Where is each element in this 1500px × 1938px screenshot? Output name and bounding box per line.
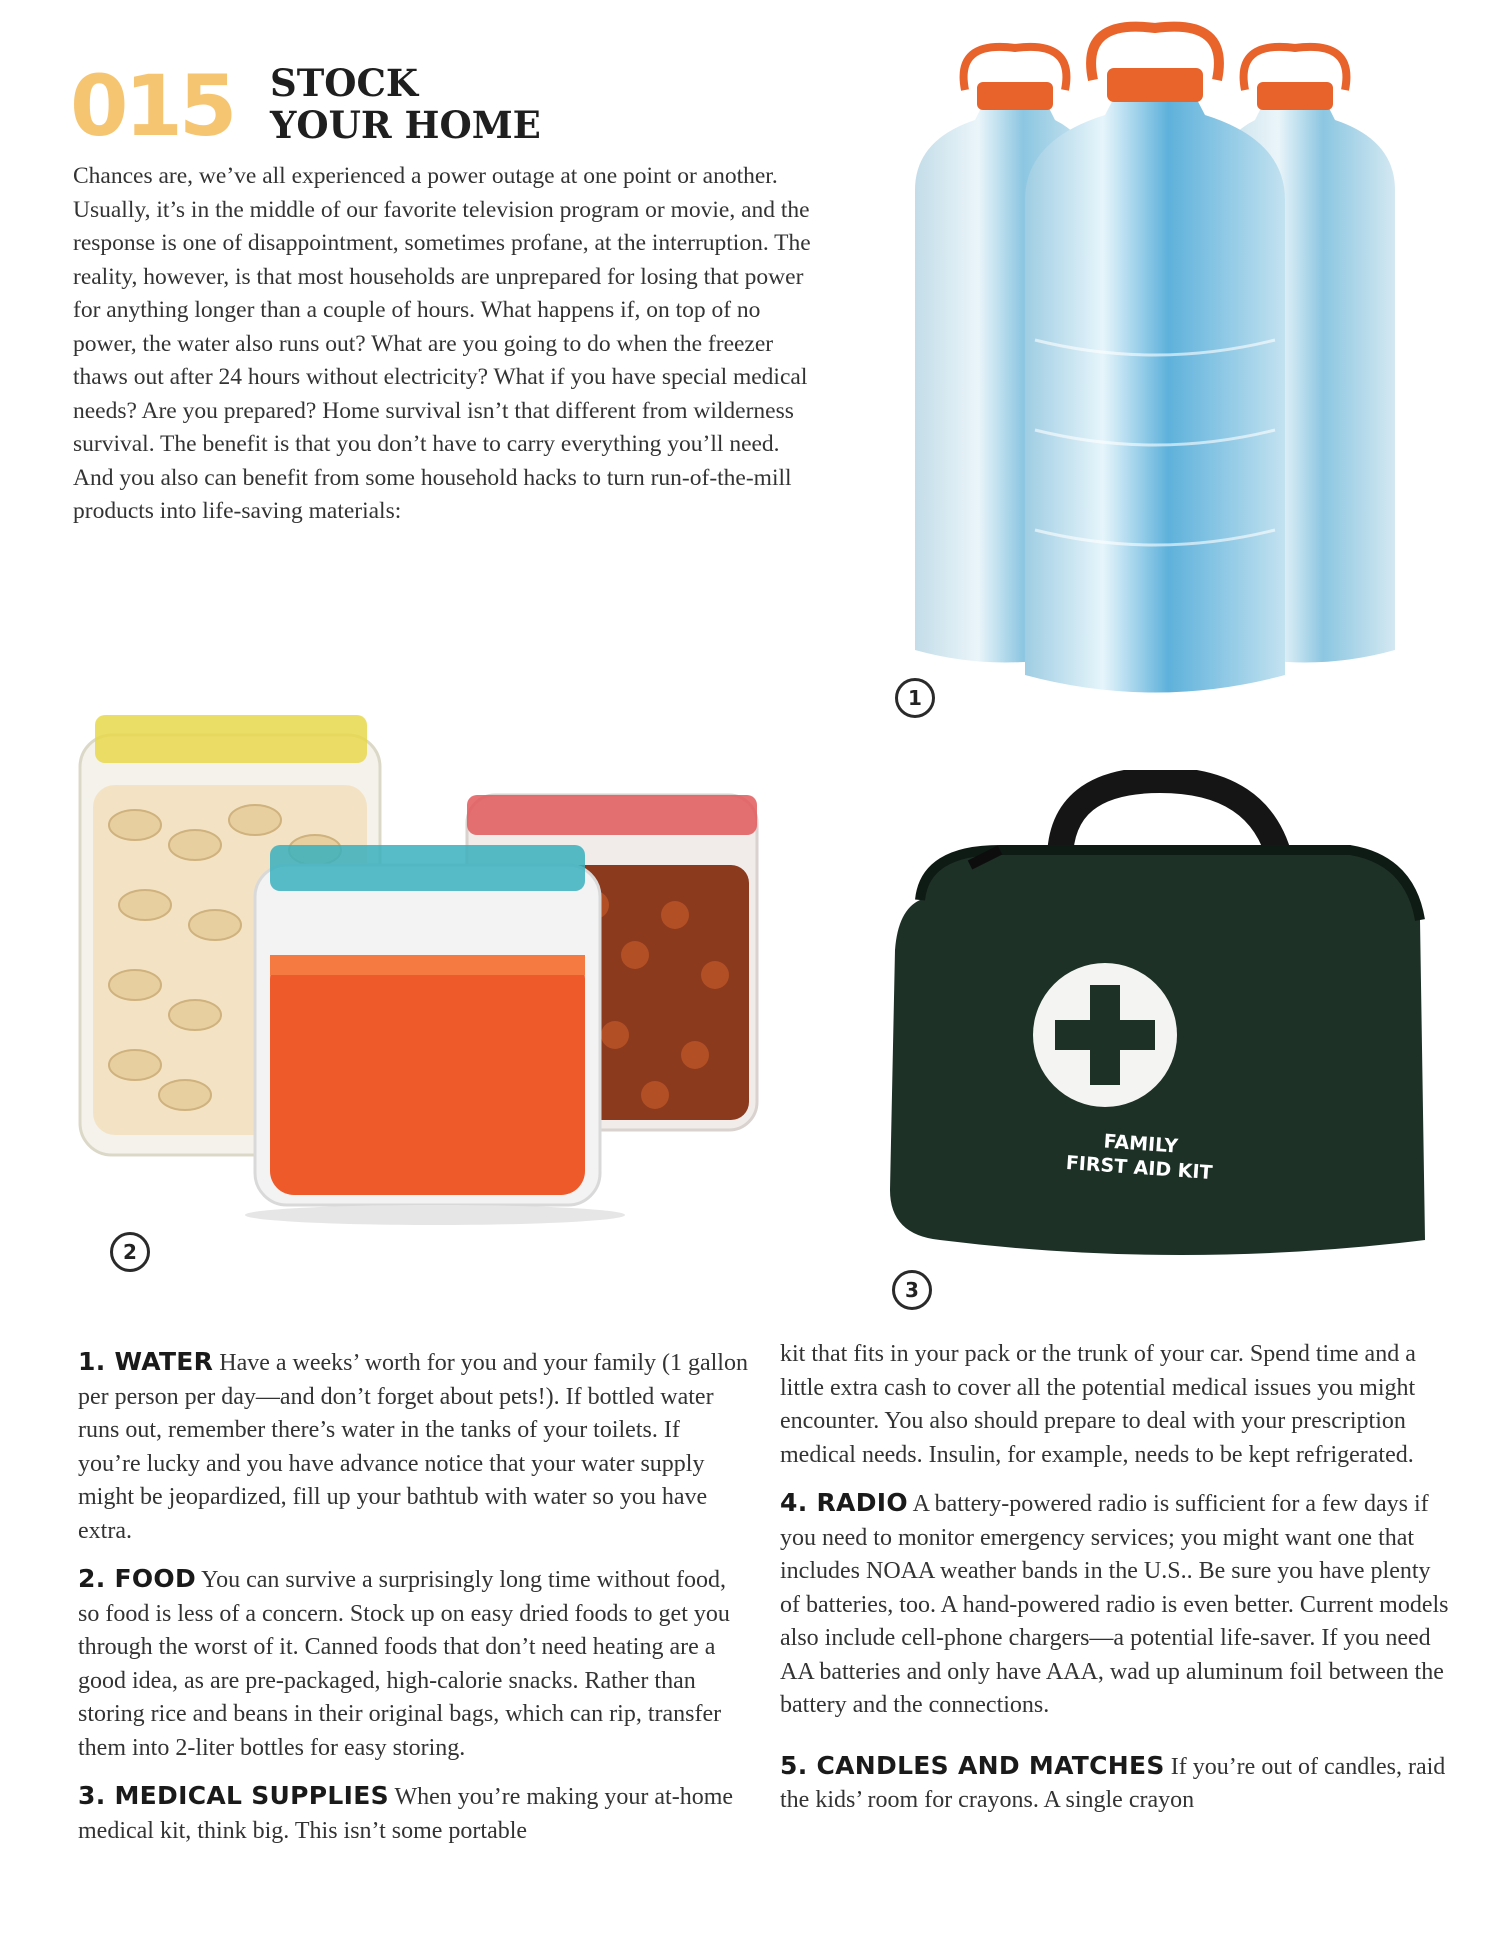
item-text: A battery-powered radio is sufficient for a few days if you need to monitor emergency services; you might want one that includes NOAA weather bands in the U.S.. Be sure you have plenty of batteries, too. A hand-powered radio is even better. Current models also include cell-phone chargers—a potential life-saver. If you need AA batteries and only have AAA, wad up aluminum foil between the battery and the connections. xyxy=(780,1491,1449,1718)
item-text: You can survive a surprisingly long time without food, so food is less of a concern. Stock up on easy dried foods to get you through the worst of it. Canned foods that don’t need heating are a good idea, as are pre-packaged, high-calorie snacks. Rather than storing rice and beans in their original bags, which can rip, transfer them into 2-liter bottles for easy storing. xyxy=(78,1567,730,1761)
item-heading: 2. FOOD xyxy=(78,1564,197,1593)
photo-number-badge: 3 xyxy=(892,1270,932,1310)
item-radio xyxy=(780,1486,1450,1723)
item-heading: 5. CANDLES AND MATCHES xyxy=(780,1750,1165,1780)
item-candles xyxy=(780,1749,1450,1818)
item-medical xyxy=(78,1779,748,1848)
first-aid-kit-photo xyxy=(880,770,1435,1310)
item-heading: 3. MEDICAL SUPPLIES xyxy=(78,1781,389,1810)
photo-number-badge: 1 xyxy=(895,678,935,718)
left-column xyxy=(78,1345,748,1862)
right-column xyxy=(780,1338,1450,1832)
food-jars-photo xyxy=(75,715,795,1275)
item-heading: 4. RADIO xyxy=(780,1488,908,1517)
section-number: 015 xyxy=(70,57,234,155)
intro-paragraph: Chances are, we’ve all experienced a power outage at one point or another. Usually, it’s in the middle of our favorite television program or movie, and the response is one of disappointment, sometimes profane, at the interruption. The reality, however, is that most households are unprepared for losing that power for anything longer than a couple of hours. What happens if, on top of no power, the water also runs out? What are you going to do when the freezer thaws out after 24 hours without electricity? What if you have special medical needs? Are you prepared? Home survival isn’t that different from wilderness survival. The benefit is that you don’t have to carry everything you’ll need. And you also can benefit from some household hacks to turn run-of-the-mill products into life-saving materials: xyxy=(73,163,811,524)
item-text: If you’re out of candles, raid the kids’ room for crayons. A single crayon xyxy=(780,1753,1446,1813)
section-header xyxy=(70,57,790,155)
water-bottles-photo xyxy=(895,10,1415,715)
item-food xyxy=(78,1562,748,1765)
kit-label-line-1: FAMILY xyxy=(1102,1130,1179,1158)
item-water xyxy=(78,1345,748,1548)
kit-label-line-2: FIRST AID KIT xyxy=(1065,1151,1214,1185)
title-line-2: YOUR HOME xyxy=(270,103,541,147)
item-text: Have a weeks’ worth for you and your family (1 gallon per person per day—and don’t forget about pets!). If bottled water runs out, remember there’s water in the tanks of your toilets. If you’re lucky and you have advance notice that your water supply might be jeopardized, fill up your bathtub with water so you have extra. xyxy=(78,1350,748,1544)
item-text: When you’re making your at-home medical kit, think big. This isn’t some portable xyxy=(78,1784,734,1844)
item-medical-continued: kit that fits in your pack or the trunk of your car. Spend time and a little extra cash to cover all the potential medical issues you might encounter. You also should prepare to deal with your prescription medical needs. Insulin, for example, needs to be kept refrigerated. xyxy=(780,1341,1416,1468)
photo-number-badge: 2 xyxy=(110,1232,150,1272)
item-heading: 1. WATER xyxy=(78,1347,214,1376)
section-title xyxy=(270,62,541,146)
title-line-1: STOCK xyxy=(270,61,419,105)
